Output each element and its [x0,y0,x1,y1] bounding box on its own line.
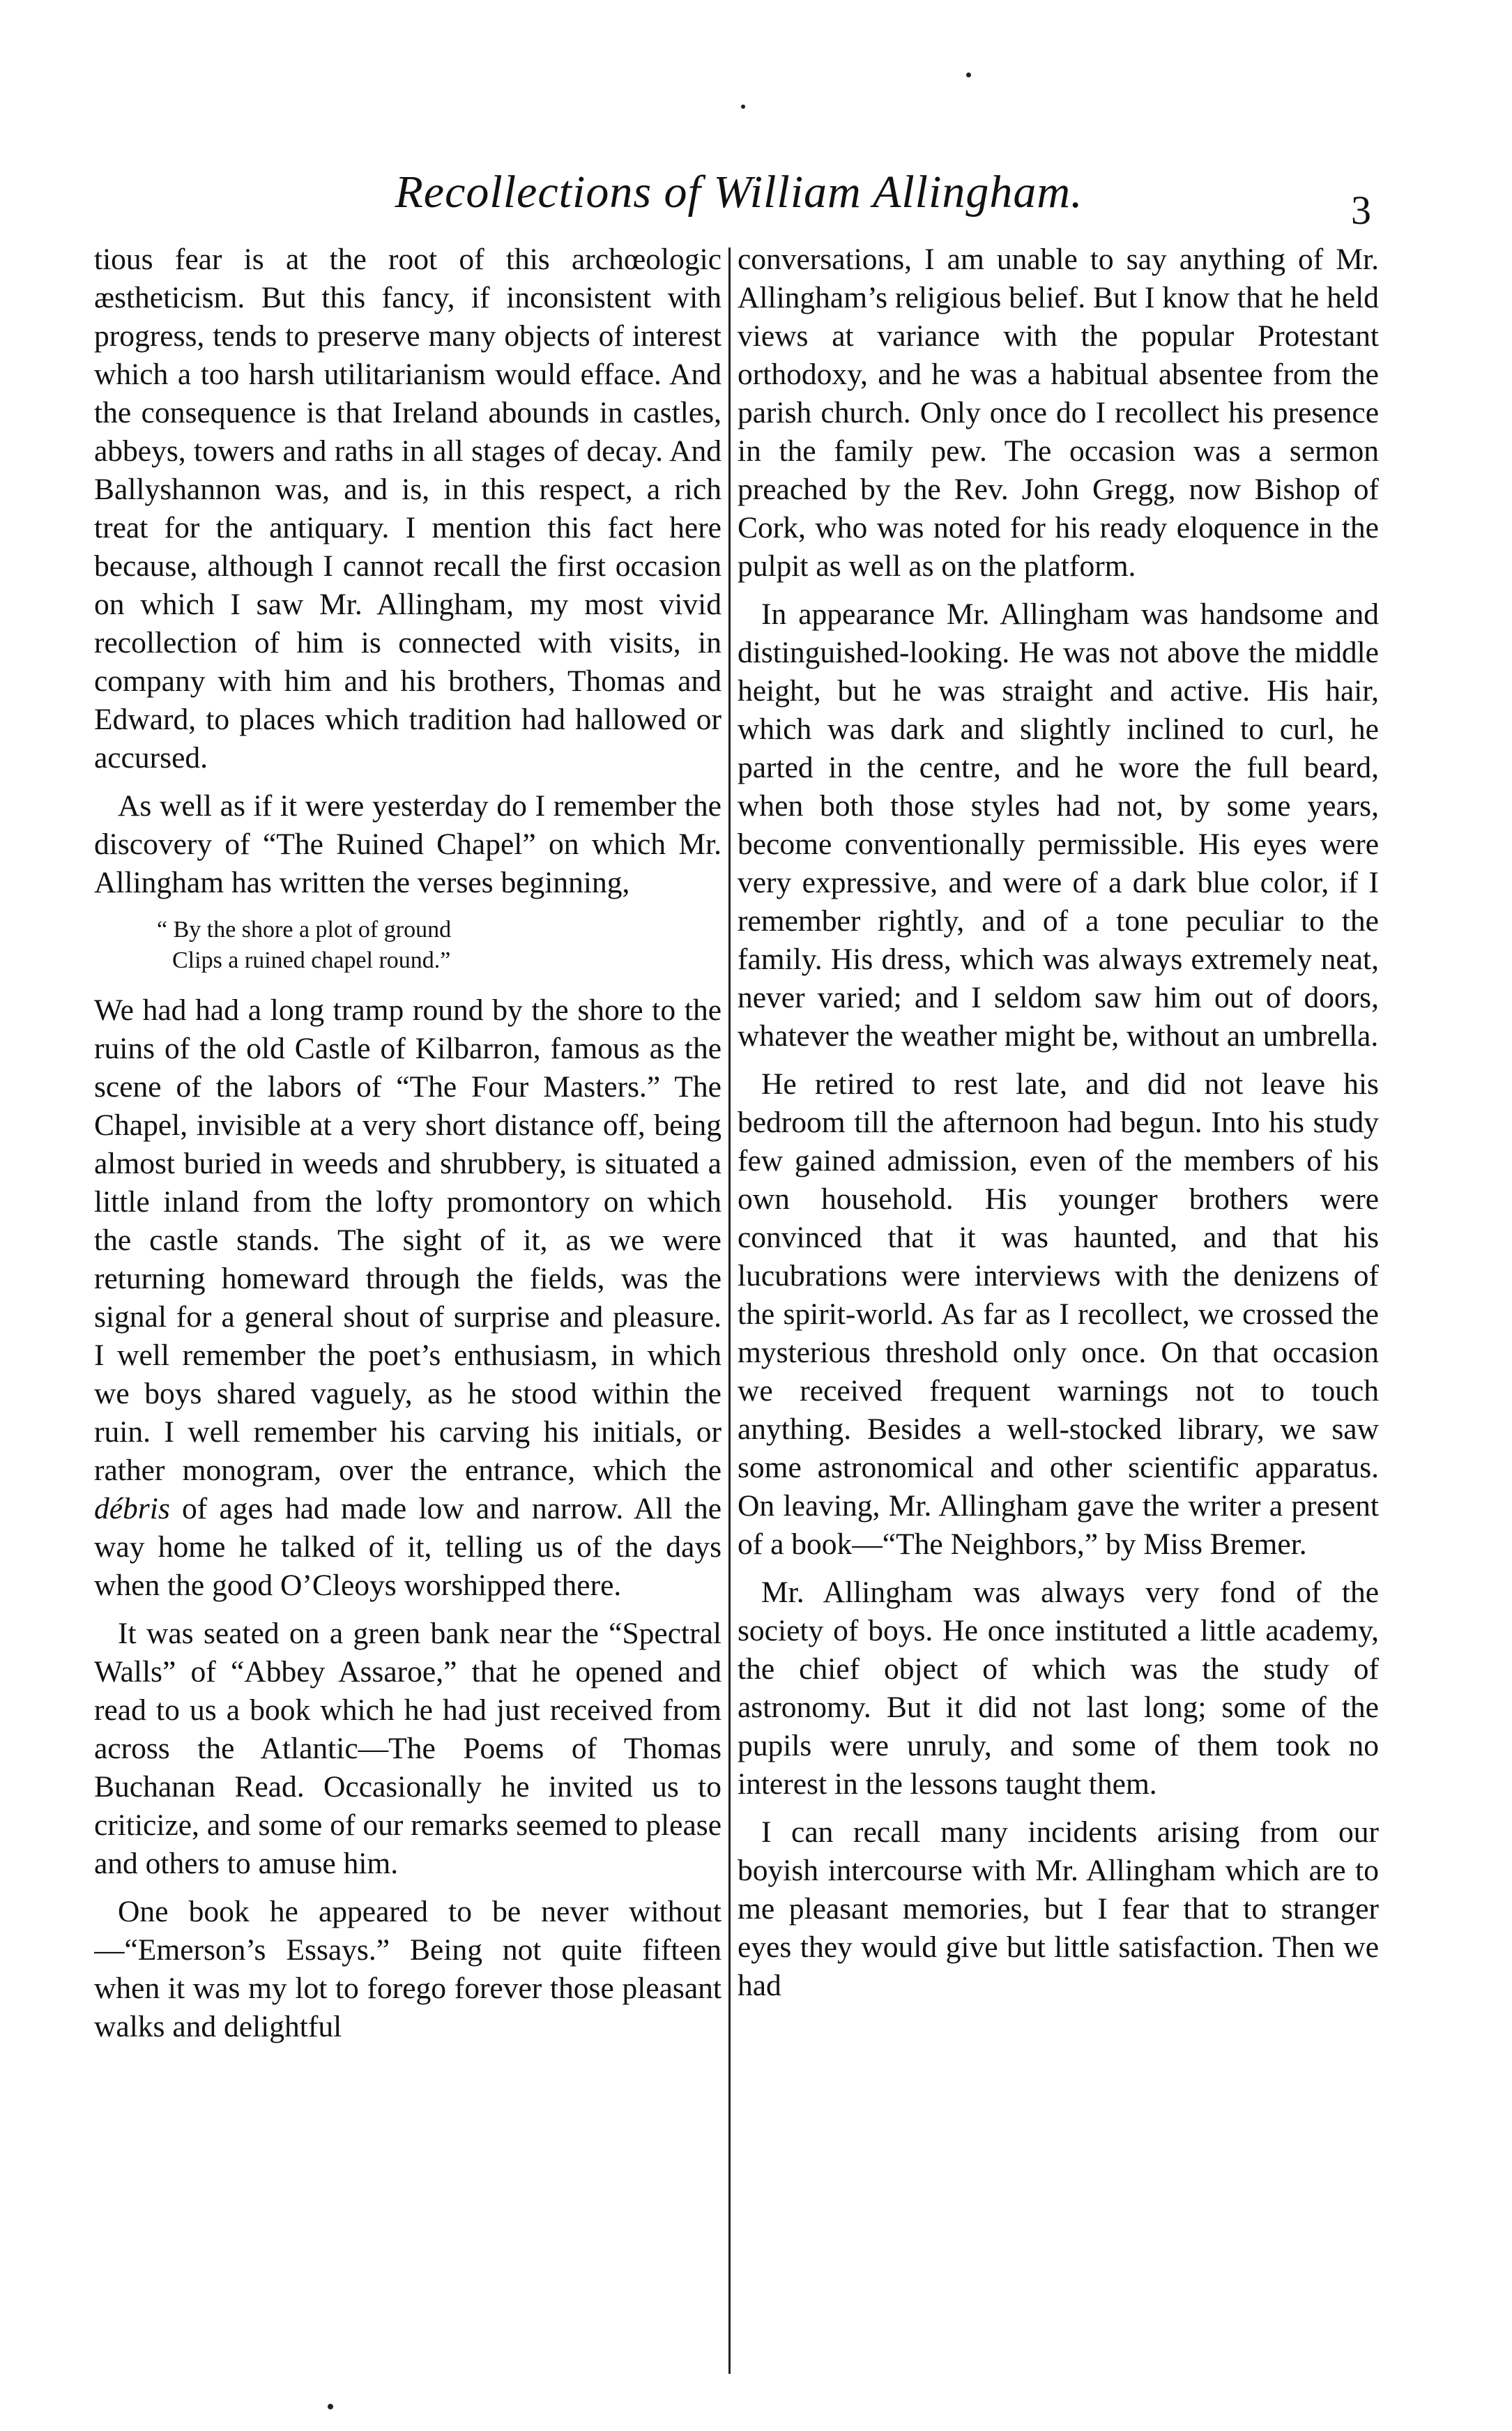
right-column [738,241,1379,2353]
paragraph: tious fear is at the root of this archœologic æstheticism. But this fancy, if inconsistent with progress, tends to preserve many objects of interest which a too harsh utilitarianism would efface. And the consequence is that Ireland abounds in castles, abbeys, towers and raths in all stages of decay. And Ballyshannon was, and is, in this respect, a rich treat for the antiquary. I mention this fact here because, although I cannot recall the first occasion on which I saw Mr. Allingham, my most vivid recollection of him is connected with visits, in company with him and his brothers, Thomas and Edward, to places which tradition had hallowed or accursed. [94,243,721,775]
paragraph-text: of ages had made low and narrow. All the way home he talked of it, telling us of the days when the good O’Cleoys worshipped there. [94,1492,721,1602]
running-title: Recollections of William Allingham. [395,167,1083,218]
paragraph [94,991,721,1605]
paragraph-text: We had had a long tramp round by the shore to the ruins of the old Castle of Kilbarron, famous as the scene of the labors of “The Four Masters.” The Chapel, invisible at a very short distance off, being almost buried in weeds and shrubbery, is situated a little inland from the lofty promontory on which the castle stands. The sight of it, as we were returning homeward through the fields, was the signal for a general shout of surprise and pleasure. I well remember the poet’s enthusiasm, in which we boys shared vaguely, as he stood within the ruin. I well remember his carving his initials, or rather monogram, over the entrance, which the [94,993,721,1487]
print-speck [966,73,971,77]
print-speck [328,2404,333,2409]
italic-word: débris [94,1492,170,1525]
verse-line: “ By the shore a plot of ground [157,917,452,943]
verse-line: Clips a ruined chapel round.” [172,947,451,973]
left-column [94,241,721,2353]
paragraph: One book he appeared to be never without—“Emerson’s Essays.” Being not quite fifteen when it was my lot to forego forever those pleasant walks and delightful [94,1895,721,2043]
paragraph: conversations, I am unable to say anything of Mr. Allingham’s religious belief. But I know that he held views at variance with the popular Protestant orthodoxy, and he was a habitual absentee from the parish church. Only once do I recollect his presence in the family pew. The occasion was a sermon preached by the Rev. John Gregg, now Bishop of Cork, who was noted for his ready eloquence in the pulpit as well as on the platform. [738,243,1379,583]
paragraph: It was seated on a green bank near the “Spectral Walls” of “Abbey Assaroe,” that he opened and read to us a book which he had just received from across the Atlantic—The Poems of Thomas Buchanan Read. Occasionally he invited us to criticize, and some of our remarks seemed to please and others to amuse him. [94,1617,721,1880]
paragraph: As well as if it were yesterday do I remember the discovery of “The Ruined Chapel” on which Mr. Allingham has written the verses beginning, [94,789,721,899]
print-speck [741,105,745,109]
paragraph: In appearance Mr. Allingham was handsome and distinguished-looking. He was not above the middle height, but he was straight and active. His hair, which was dark and slightly inclined to curl, he parted in the centre, and he wore the full beard, when both those styles had not, by some years, become conventionally permissible. His eyes were very expressive, and were of a dark blue color, if I remember rightly, and of a tone peculiar to the family. His dress, which was always extremely neat, never varied; and I seldom saw him out of doors, whatever the weather might be, without an umbrella. [738,597,1379,1053]
paragraph: He retired to rest late, and did not leave his bedroom till the afternoon had begun. Into his study few gained admission, even of the members of his own household. His younger brothers were convinced that it was haunted, and that his lucubrations were interviews with the denizens of the spirit-world. As far as I recollect, we crossed the mysterious threshold only once. On that occasion we received frequent warnings not to touch anything. Besides a well-stocked library, we saw some astronomical and other scientific apparatus. On leaving, Mr. Allingham gave the writer a present of a book—“The Neighbors,” by Miss Bremer. [738,1067,1379,1561]
paragraph: Mr. Allingham was always very fond of the society of boys. He once instituted a little academy, the chief object of which was the study of astronomy. But it did not last long; some of the pupils were unruly, and some of them took no interest in the lessons taught them. [738,1576,1379,1801]
page-number: 3 [1351,188,1371,233]
paragraph: I can recall many incidents arising from our boyish intercourse with Mr. Allingham which are to me pleasant memories, but I fear that to stranger eyes they would give but little satisfaction. Then we had [738,1815,1379,2002]
column-rule [728,247,731,2374]
verse-quotation [94,915,721,976]
